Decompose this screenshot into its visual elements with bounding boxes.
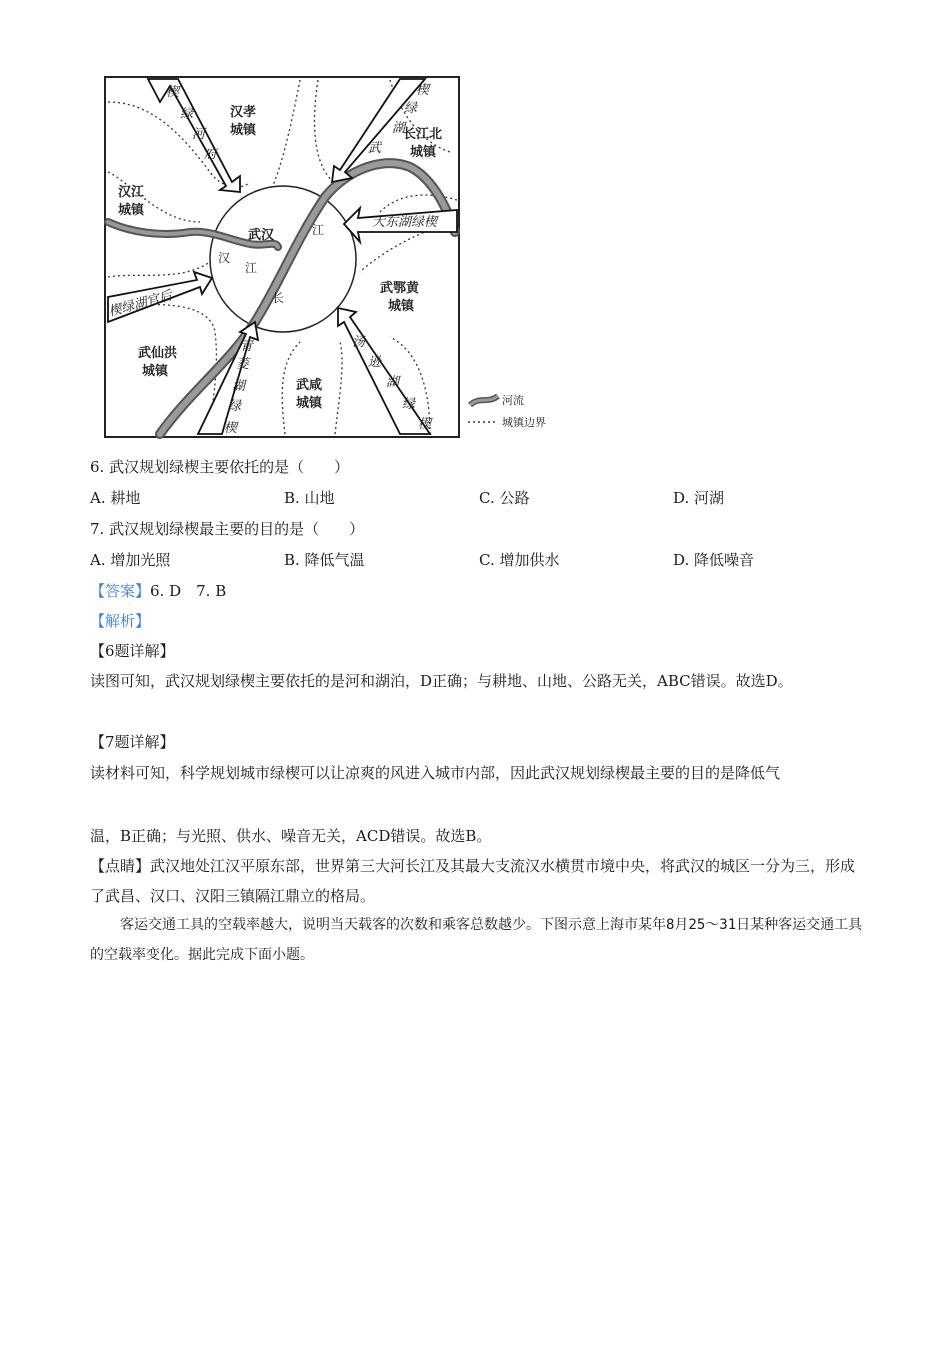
wedge-bottom-right-5: 楔 [418, 417, 432, 432]
wuhan-city-circle [210, 186, 356, 332]
detail-6-text: 读图可知，武汉规划绿楔主要依托的是河和湖泊，D正确；与耕地、山地、公路无关，ABC错误。故选D。 [90, 672, 793, 690]
wedge-bottom-left-5: 楔 [224, 421, 238, 436]
detail-6-title: 【6题详解】 [90, 642, 175, 660]
town-changjiangbei-line2: 城镇 [410, 145, 437, 160]
wedge-bottom-left-3: 湖 [232, 379, 246, 394]
legend-boundary-label: 城镇边界 [502, 416, 546, 429]
detail-7-text-1: 读材料可知，科学规划城市绿楔可以让凉爽的风进入城市内部，因此武汉规划绿楔最主要的目的是降低气 [90, 764, 781, 782]
q6-option-d: D. 河湖 [673, 489, 725, 507]
wedge-right: 大东湖绿楔 [372, 215, 438, 230]
wedge-top-right-4: 武 [368, 141, 382, 156]
town-wuehuang-line1: 武鄂黄 [380, 281, 420, 296]
wedge-bottom-right-3: 湖 [386, 375, 400, 390]
wedge-top-left-1: 楔 [166, 85, 180, 100]
river-label-jiang: 江 [312, 223, 325, 237]
q7-option-d: D. 降低噪音 [673, 551, 755, 569]
wedge-top-left-2: 绿 [180, 107, 194, 122]
q6-option-b: B. 山地 [284, 489, 335, 507]
wedge-top-right-2: 绿 [404, 101, 418, 116]
town-wuxian-line2: 城镇 [296, 396, 323, 411]
answer-tag: 【答案】 [90, 582, 151, 600]
question-6-stem: 6. 武汉规划绿楔主要依托的是（ ） [90, 458, 350, 476]
town-wuxianhong-line1: 武仙洪 [138, 346, 178, 361]
tip-text: 【点睛】武汉地处江汉平原东部，世界第三大河长江及其最大支流汉水横贯市境中央，将武汉的城区一分为三，形成了武昌、汉口、汉阳三镇隔江鼎立的格局。 [90, 857, 856, 905]
town-hanjiang-line2: 城镇 [118, 203, 145, 218]
town-hanxiao-line1: 汉孝 [230, 105, 257, 120]
q7-option-a: A. 增加光照 [90, 551, 171, 569]
wedge-top-left-4: 府 [204, 147, 218, 162]
wedge-bottom-right-4: 绿 [402, 397, 416, 412]
detail-7-title: 【7题详解】 [90, 733, 175, 751]
wedge-bottom-right-2: 逊 [368, 355, 382, 370]
answer-text: 6. D 7. B [150, 582, 227, 600]
river-label-han: 汉 [218, 251, 231, 265]
river-label-jiang2: 江 [245, 261, 258, 275]
town-wuxian-line1: 武咸 [296, 378, 323, 393]
detail-7-text-2: 温，B正确；与光照、供水、噪音无关，ACD错误。故选B。 [90, 827, 492, 845]
wedge-bottom-left-1: 青 [240, 339, 254, 354]
town-wuhan: 武汉 [248, 228, 275, 243]
town-hanxiao-line2: 城镇 [230, 123, 257, 138]
next-question-intro: 客运交通工具的空载率越大，说明当天载客的次数和乘客总数越少。下图示意上海市某年8月25～31日某种客运交通工具的空载率变化。据此完成下面小题。 [90, 917, 863, 963]
wedge-top-right-3: 湖 [392, 121, 406, 136]
q6-option-c: C. 公路 [479, 489, 530, 507]
wedge-bottom-left-2: 菱 [236, 357, 250, 372]
wedge-left: 楔绿湖官后 [107, 288, 174, 320]
wedge-top-right-1: 楔 [416, 83, 430, 98]
wuhan-green-wedge-map [100, 72, 570, 444]
town-changjiangbei-line1: 长江北 [403, 127, 443, 142]
analysis-tag: 【解析】 [90, 612, 151, 630]
river-label-chang: 长 [272, 291, 285, 305]
answer-line [90, 581, 226, 601]
town-hanjiang-line1: 汉江 [118, 185, 145, 200]
wedge-bottom-right-1: 汤 [352, 335, 366, 350]
wedge-bottom-left-4: 绿 [228, 399, 242, 414]
q6-option-a: A. 耕地 [90, 489, 141, 507]
legend-river-label: 河流 [502, 394, 524, 407]
wedge-top-left-3: 河 [192, 127, 206, 142]
town-wuehuang-line2: 城镇 [388, 299, 415, 314]
q7-option-b: B. 降低气温 [284, 551, 365, 569]
q7-option-c: C. 增加供水 [479, 551, 560, 569]
question-7-stem: 7. 武汉规划绿楔最主要的目的是（ ） [90, 520, 365, 538]
town-wuxianhong-line2: 城镇 [142, 364, 169, 379]
